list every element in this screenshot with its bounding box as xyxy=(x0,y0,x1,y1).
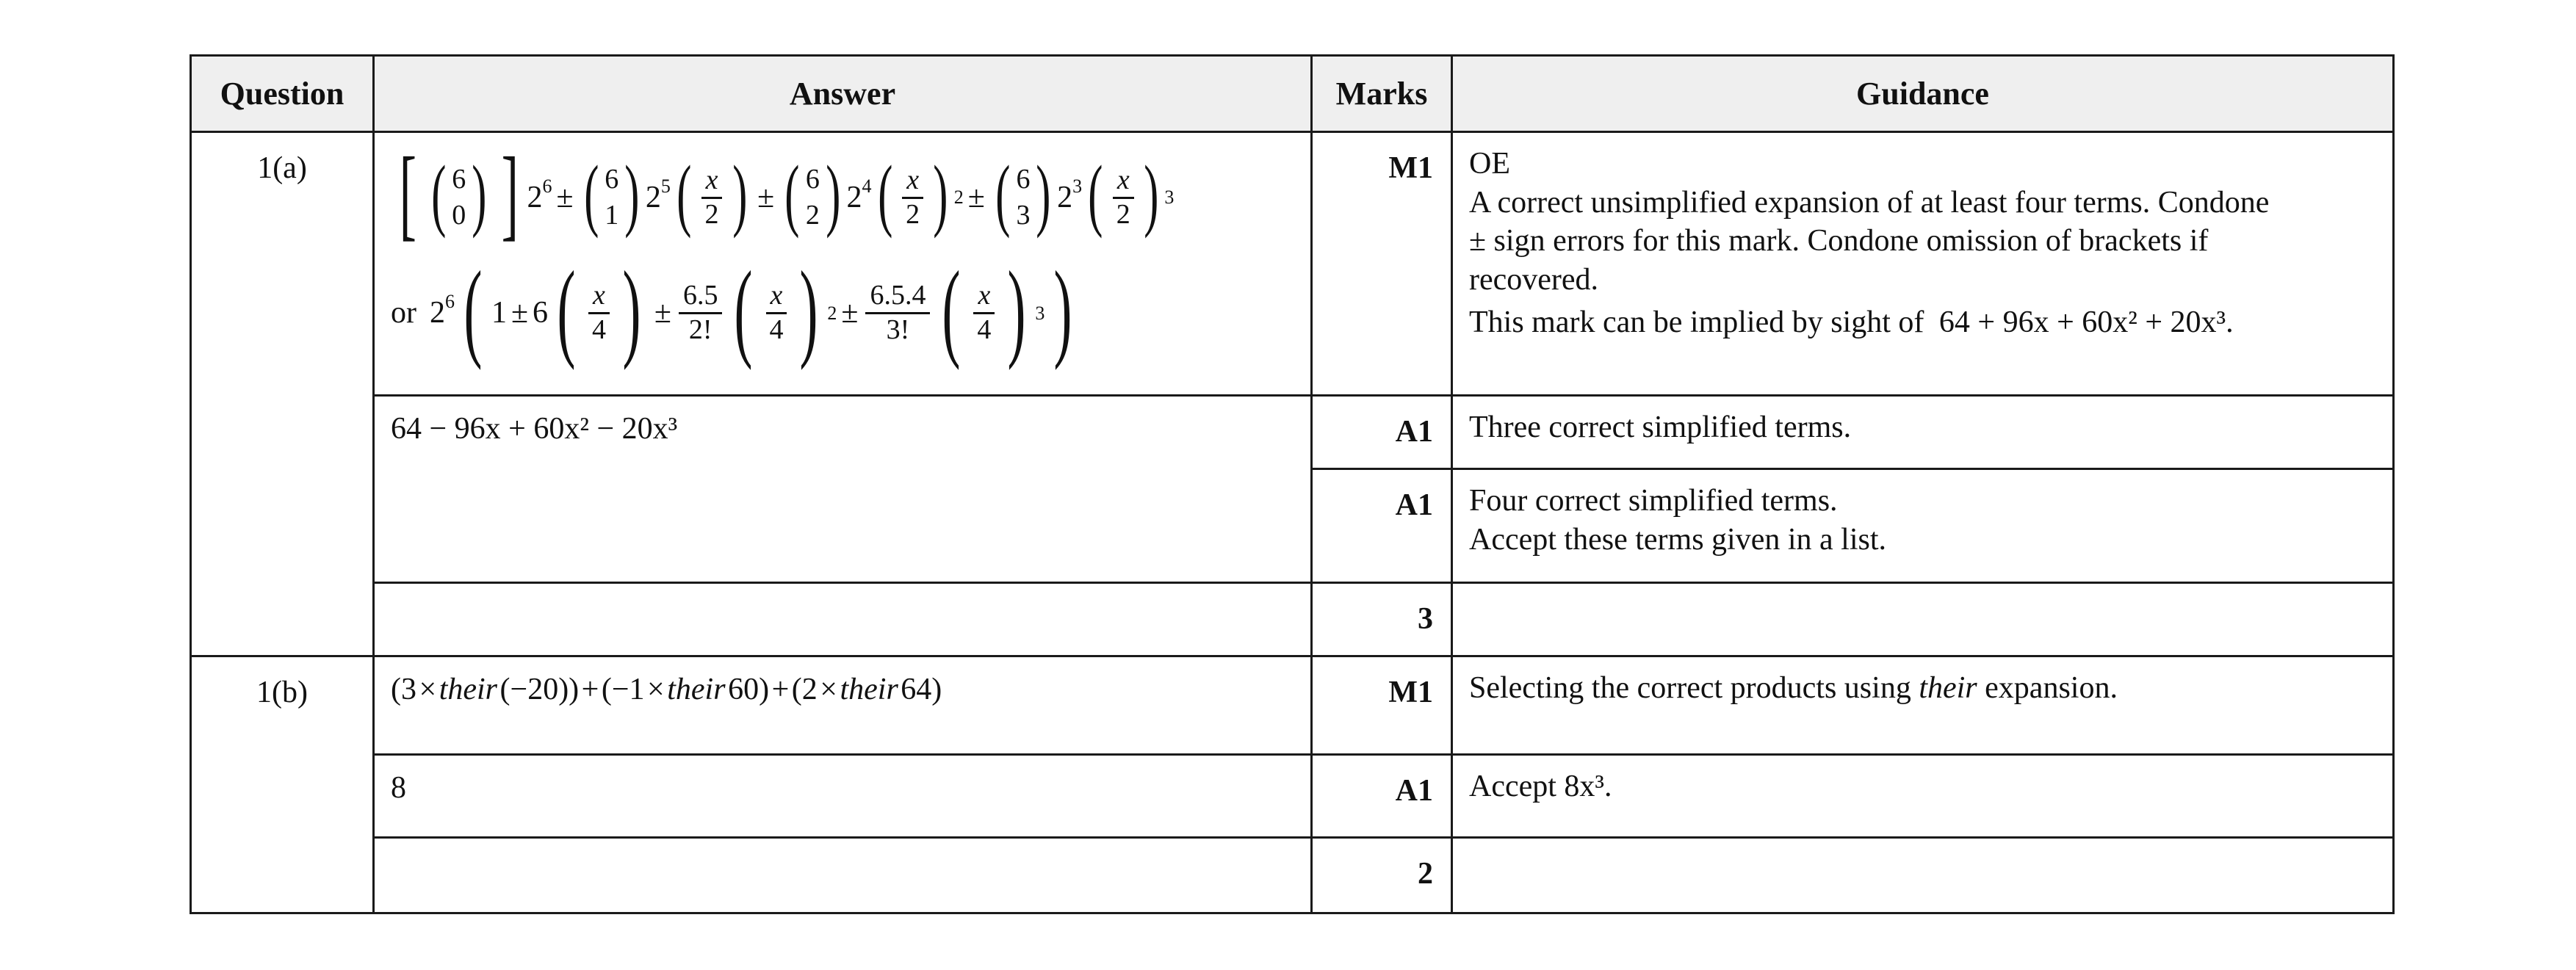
guidance-line: A correct unsimplified expansion of at least four terms. Condone xyxy=(1469,185,2270,220)
guidance-text: Selecting the correct products using xyxy=(1469,671,1911,705)
guidance-cell-empty xyxy=(1452,838,2394,913)
header-guidance: Guidance xyxy=(1452,56,2394,132)
guidance-italic: their xyxy=(1919,671,1977,705)
mark-1b-total: 2 xyxy=(1312,838,1452,913)
header-marks: Marks xyxy=(1312,56,1452,132)
table-row xyxy=(191,755,2394,838)
answer-products: (3 × their (−20)) + (−1 × their 60) + (2 × their 64) xyxy=(391,673,942,706)
guidance-text: expansion. xyxy=(1985,671,2118,705)
guidance-line: recovered. xyxy=(1469,262,1599,297)
table-row xyxy=(191,838,2394,913)
mark-1b-m1: M1 xyxy=(1312,656,1452,755)
answer-or-label: or xyxy=(391,296,416,330)
table-row xyxy=(191,656,2394,755)
answer-simplified: 64 − 96x + 60x² − 20x³ xyxy=(391,412,678,446)
guidance-1b-m1 xyxy=(1452,656,2394,755)
guidance-implied-math: 64 + 96x + 60x² + 20x³. xyxy=(1938,305,2234,339)
guidance-1a-m1 xyxy=(1452,132,2394,396)
guidance-line: Three correct simplified terms. xyxy=(1469,410,1852,444)
guidance-1a-a1-first xyxy=(1452,396,2394,469)
table-row xyxy=(191,132,2394,396)
guidance-line: ± sign errors for this mark. Condone omission of brackets if xyxy=(1469,224,2209,258)
answer-cell-1a-simplified xyxy=(374,396,1312,583)
mark-1a-a1-second: A1 xyxy=(1312,469,1452,583)
header-answer: Answer xyxy=(374,56,1312,132)
table-row xyxy=(191,396,2394,469)
question-label-1b: 1(b) xyxy=(191,656,374,913)
guidance-implied-text: This mark can be implied by sight of xyxy=(1469,305,1924,339)
guidance-line: Accept these terms given in a list. xyxy=(1469,522,1887,557)
mark-scheme-table xyxy=(190,54,2395,914)
mark-1a-a1-first: A1 xyxy=(1312,396,1452,469)
mark-1b-a1: A1 xyxy=(1312,755,1452,838)
answer-cell-1a-expansion xyxy=(374,132,1312,396)
guidance-accept: Accept 8x³. xyxy=(1469,770,1612,803)
table-row xyxy=(191,583,2394,656)
guidance-line: Four correct simplified terms. xyxy=(1469,484,1838,518)
header-row xyxy=(191,56,2394,132)
mark-1a-m1: M1 xyxy=(1312,132,1452,396)
header-question: Question xyxy=(191,56,374,132)
answer-cell-empty xyxy=(374,838,1312,913)
guidance-cell-empty xyxy=(1452,583,2394,656)
mark-1a-total: 3 xyxy=(1312,583,1452,656)
answer-cell-1b-value xyxy=(374,755,1312,838)
answer-cell-empty xyxy=(374,583,1312,656)
answer-expansion-line2: or $2^6$ ( 1 ± 6 ( $\frac{x}{4}$ ) ± $\frac{6.5}{2!}$ ( $\frac{x}{4}$ ) 2 ± $\frac{6.5.4}{3!}$ ( $\frac{x}{4}$ ) 3 ) xyxy=(391,248,1072,371)
guidance-1b-a1 xyxy=(1452,755,2394,838)
question-label-1a: 1(a) xyxy=(191,132,374,656)
guidance-line-implied xyxy=(1469,303,2379,342)
guidance-1a-a1-second xyxy=(1452,469,2394,583)
answer-expansion-line1: [ ( 6 0 ) ] $2^6$ ± ( 6 1 ) $2^5$ ( $\frac{x}{2}$ ) ± ( 6 2 ) $2^4$ ( $\frac{x}{2}$ ) 2 ± ( 6 3 ) $2^3$ ( $\frac{x}{2}$ ) 3 xyxy=(399,137,1175,250)
answer-cell-1b-products xyxy=(374,656,1312,755)
answer-value: 8 xyxy=(391,771,406,805)
guidance-line: OE xyxy=(1469,147,1510,181)
